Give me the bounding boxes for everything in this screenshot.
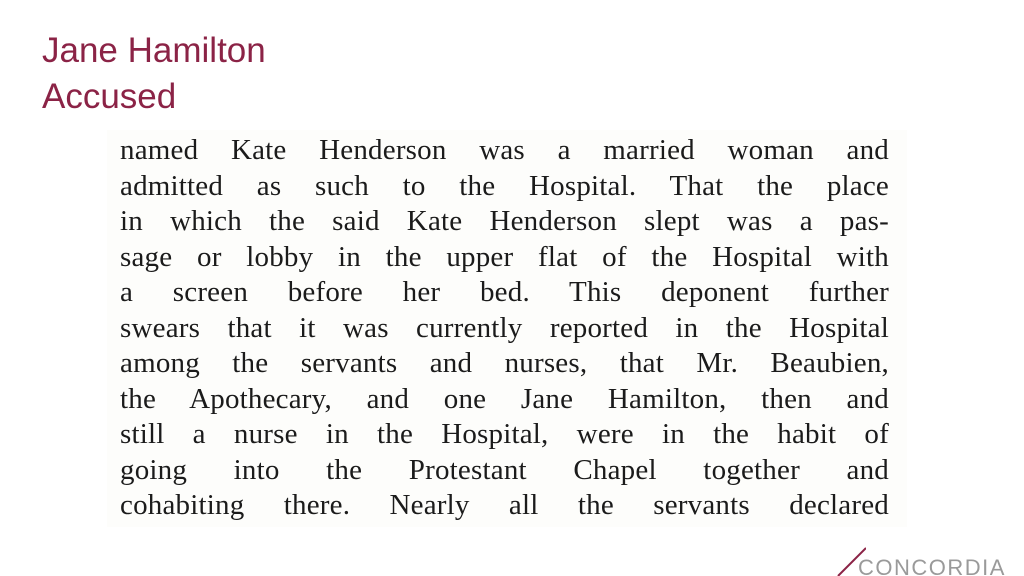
slide-title-line-2: Accused (42, 77, 177, 116)
clipping-line: going into the Protestant Chapel together and (120, 453, 889, 486)
concordia-logo-text: CONCORDIA (858, 555, 1006, 576)
concordia-logo (836, 546, 1024, 576)
clipping-line: in which the said Kate Henderson slept was a pas- (120, 205, 889, 237)
clipping-line: the Apothecary, and one Jane Hamilton, then and (120, 382, 889, 415)
clipping-line: sage or lobby in the upper flat of the Hospital with (120, 240, 889, 273)
clipping-line: swears that it was currently reported in the Hospital (120, 311, 889, 344)
newspaper-clipping-image (107, 130, 907, 527)
slide-title (42, 28, 266, 120)
clipping-line: cohabiting there. Nearly all the servants declared (120, 489, 889, 521)
clipping-line: a screen before her bed. This deponent further (120, 276, 889, 308)
clipping-line: still a nurse in the Hospital, were in the habit of (120, 418, 889, 450)
clipping-line: among the servants and nurses, that Mr. Beaubien, (120, 347, 889, 379)
clipping-line: named Kate Henderson was a married woman and (120, 134, 889, 166)
clipping-line: admitted as such to the Hospital. That the place (120, 169, 889, 202)
slide-title-line-1: Jane Hamilton (42, 31, 266, 70)
